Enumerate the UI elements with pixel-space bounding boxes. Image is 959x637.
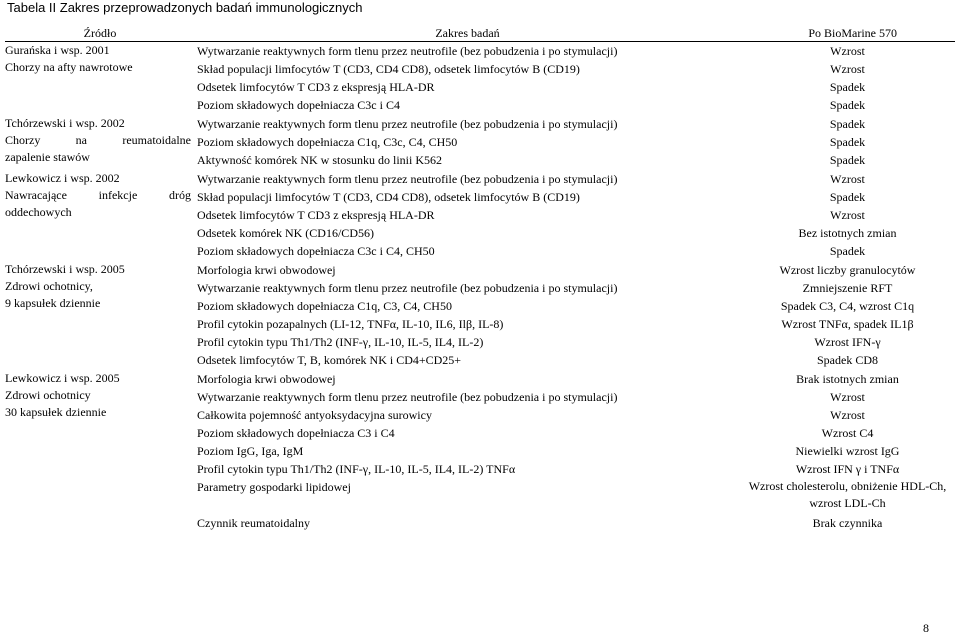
source-line: Zdrowi ochotnicy, bbox=[5, 279, 93, 293]
scope-cell: Profil cytokin pozapalnych (LI-12, TNFα, IL-10, IL6, Ilβ, IL-8) bbox=[197, 317, 504, 331]
table-body bbox=[5, 42, 955, 533]
result-cell: Niewielki wzrost IgG bbox=[795, 444, 900, 458]
source-line: 30 kapsułek dziennie bbox=[5, 405, 107, 419]
result-cell: Brak czynnika bbox=[812, 516, 883, 530]
result-cell: Wzrost bbox=[740, 170, 955, 189]
scope-cell: Aktywność komórek NK w stosunku do linii K562 bbox=[197, 153, 442, 167]
result-cell: Wzrost IFN-γ bbox=[814, 335, 881, 349]
page-number: 8 bbox=[923, 621, 929, 635]
scope-cell: Całkowita pojemność antyoksydacyjna surowicy bbox=[197, 408, 432, 422]
scope-cell: Poziom składowych dopełniacza C3c i C4 bbox=[197, 98, 400, 112]
source-cell bbox=[5, 261, 195, 370]
scope-cell: Poziom IgG, Iga, IgM bbox=[197, 444, 304, 458]
result-cell: Spadek CD8 bbox=[817, 353, 878, 367]
source-line: Chorzy na reumatoidalne bbox=[5, 133, 191, 147]
scope-cell: Skład populacji limfocytów T (CD3, CD4 CD8), odsetek limfocytów B (CD19) bbox=[197, 62, 580, 76]
scope-cell: Wytwarzanie reaktywnych form tlenu przez neutrofile (bez pobudzenia i po stymulacji) bbox=[195, 170, 740, 189]
source-cell bbox=[5, 370, 195, 533]
source-line: Tchórzewski i wsp. 2002 bbox=[5, 116, 125, 130]
result-cell: Bez istotnych zmian bbox=[798, 226, 897, 240]
table-row bbox=[5, 115, 955, 134]
source-line: oddechowych bbox=[5, 205, 72, 219]
result-cell: Spadek bbox=[829, 98, 866, 112]
table-row bbox=[5, 42, 955, 61]
scope-cell: Czynnik reumatoidalny bbox=[197, 516, 310, 530]
scope-cell: Odsetek komórek NK (CD16/CD56) bbox=[197, 226, 374, 240]
table-row bbox=[5, 261, 955, 280]
result-cell: Wzrost IFN γ i TNFα bbox=[795, 462, 900, 476]
table-title: Tabela II Zakres przeprowadzonych badań immunologicznych bbox=[7, 0, 363, 15]
source-cell bbox=[5, 42, 195, 115]
result-cell: Zmniejszenie RFT bbox=[802, 281, 893, 295]
result-cell: Wzrost cholesterolu, obniżenie HDL-Ch, wzrost LDL-Ch bbox=[748, 479, 947, 510]
column-header-source: Źródło bbox=[5, 24, 195, 42]
source-line: Chorzy na afty nawrotowe bbox=[5, 60, 133, 74]
result-cell: Wzrost liczby granulocytów bbox=[740, 261, 955, 280]
scope-cell: Poziom składowych dopełniacza C3 i C4 bbox=[197, 426, 395, 440]
result-cell: Wzrost bbox=[830, 62, 865, 76]
scope-cell: Odsetek limfocytów T CD3 z ekspresją HLA-DR bbox=[197, 208, 435, 222]
source-cell bbox=[5, 170, 195, 261]
header-row bbox=[5, 24, 955, 42]
scope-cell: Morfologia krwi obwodowej bbox=[195, 370, 740, 389]
scope-cell: Wytwarzanie reaktywnych form tlenu przez neutrofile (bez pobudzenia i po stymulacji) bbox=[195, 42, 740, 61]
scope-cell: Poziom składowych dopełniacza C1q, C3c, C4, CH50 bbox=[197, 135, 458, 149]
scope-cell: Odsetek limfocytów T, B, komórek NK i CD4+CD25+ bbox=[197, 353, 462, 367]
source-line: Lewkowicz i wsp. 2005 bbox=[5, 371, 120, 385]
scope-cell: Profil cytokin typu Th1/Th2 (INF-γ, IL-10, IL-5, IL4, IL-2) bbox=[197, 335, 484, 349]
scope-cell: Wytwarzanie reaktywnych form tlenu przez neutrofile (bez pobudzenia i po stymulacji) bbox=[197, 390, 618, 404]
table-row bbox=[5, 170, 955, 189]
result-cell: Wzrost bbox=[740, 42, 955, 61]
column-header-result: Po BioMarine 570 bbox=[740, 24, 955, 42]
result-cell: Spadek bbox=[829, 190, 866, 204]
scope-cell: Poziom składowych dopełniacza C3c i C4, CH50 bbox=[197, 244, 435, 258]
scope-cell: Poziom składowych dopełniacza C1q, C3, C4, CH50 bbox=[197, 299, 452, 313]
result-cell: Wzrost TNFα, spadek IL1β bbox=[781, 317, 914, 331]
result-cell: Wzrost C4 bbox=[821, 426, 874, 440]
source-line: Zdrowi ochotnicy bbox=[5, 388, 91, 402]
scope-cell: Odsetek limfocytów T CD3 z ekspresją HLA-DR bbox=[197, 80, 435, 94]
source-line: Nawracające infekcje dróg bbox=[5, 188, 191, 202]
table-row bbox=[5, 370, 955, 389]
scope-cell: Parametry gospodarki lipidowej bbox=[197, 480, 351, 494]
scope-cell: Wytwarzanie reaktywnych form tlenu przez neutrofile (bez pobudzenia i po stymulacji) bbox=[197, 281, 618, 295]
result-cell: Spadek C3, C4, wzrost C1q bbox=[780, 299, 915, 313]
source-line: 9 kapsułek dziennie bbox=[5, 296, 101, 310]
scope-cell: Profil cytokin typu Th1/Th2 (INF-γ, IL-10, IL-5, IL4, IL-2) TNFα bbox=[197, 462, 516, 476]
scope-cell: Skład populacji limfocytów T (CD3, CD4 CD8), odsetek limfocytów B (CD19) bbox=[197, 190, 580, 204]
source-line: Lewkowicz i wsp. 2002 bbox=[5, 171, 120, 185]
result-cell: Spadek bbox=[829, 80, 866, 94]
source-line: Tchórzewski i wsp. 2005 bbox=[5, 262, 125, 276]
result-cell: Spadek bbox=[740, 115, 955, 134]
result-cell: Brak istotnych zmian bbox=[740, 370, 955, 389]
result-cell: Wzrost bbox=[830, 390, 865, 404]
column-header-scope: Zakres badań bbox=[195, 24, 740, 42]
source-line: Gurańska i wsp. 2001 bbox=[5, 43, 110, 57]
results-table bbox=[5, 24, 955, 532]
result-cell: Spadek bbox=[829, 153, 866, 167]
scope-cell: Wytwarzanie reaktywnych form tlenu przez neutrofile (bez pobudzenia i po stymulacji) bbox=[195, 115, 740, 134]
source-line: zapalenie stawów bbox=[5, 150, 90, 164]
result-cell: Wzrost bbox=[830, 408, 865, 422]
result-cell: Spadek bbox=[829, 244, 866, 258]
scope-cell: Morfologia krwi obwodowej bbox=[195, 261, 740, 280]
result-cell: Wzrost bbox=[830, 208, 865, 222]
source-cell bbox=[5, 115, 195, 170]
result-cell: Spadek bbox=[829, 135, 866, 149]
